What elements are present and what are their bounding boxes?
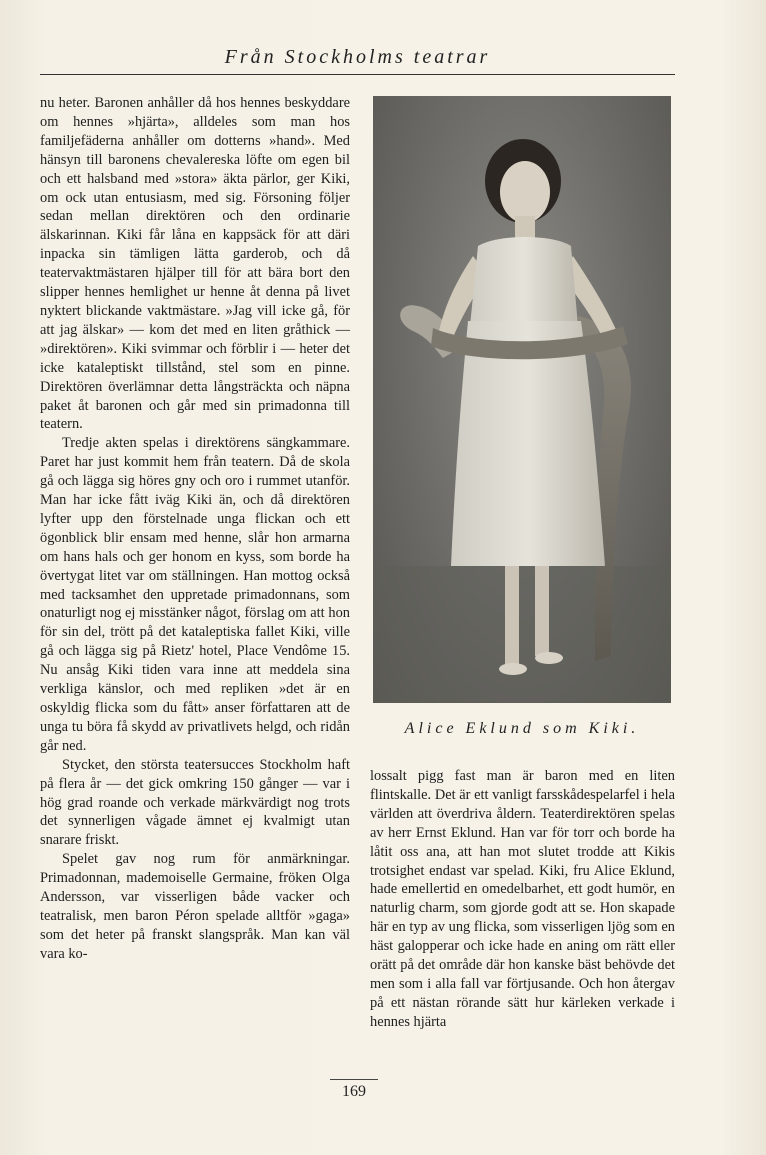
- right-text-column: [370, 767, 675, 1032]
- paragraph: Stycket, den största teatersucces Stockholm haft på flera år — det gick omkring 150 gånger — var i hög grad roande och verkade märkvärdigt nog trots det synnerligen vågade ämnet ej kvalmigt utan snarare friskt.: [40, 756, 350, 849]
- paragraph: lossalt pigg fast man är baron med en liten flintskalle. Det är ett vanligt farsskådespelarfel i hela världen att överdriva åldern. Teaterdirektören spelas av herr Ernst Eklund. Han var för torr och borde ha låtit oss ana, att han mot slutet trodde att Kikis trotsighet endast var spelad. Kiki, fru Alice Eklund, hade emellertid en omedelbarhet, ett godt humör, en naturlig charm, som gjorde godt att se. Hon skapade här en typ av ung flicka, som visserligen ljög som en häst galopperar och icke hade en aning om rätt eller orätt på det område där hon kanske bäst behövde det men som i alla fall var förtjusande. Och hon återgav på ett nästan rörande sätt hur kärleken verkade i hennes hjärta: [370, 768, 675, 1030]
- footer-rule: [330, 1079, 378, 1080]
- paragraph: Tredje akten spelas i direktörens sängkammare. Paret har just kommit hem från teatern. Då de skola gå och lägga sig höres gny och oro i rummet utanför. Man har icke fått iväg Kiki än, och då direktören lyfter upp den förstelnade unga flickan och ett ögonblick blir ensam med henne, slår hon armarna om hans hals och ger honom en kyss, som borde ha övertygat litet var om ställningen. Han mottog också med tacksamhet den uppretade primadonnans, som onaturligt nog ej misstänker något, förslag om att hon för sin del, trött på det kataleptiska fallet Kiki, ville gå och lägga sig på Rietz' hotel, Place Vendôme 15. Nu ansåg Kiki tiden vara inne att meddela sina verkliga känslor, och med repliken »det är en oskyldig flicka som du fått» anser författaren att de unga tu böra få skydd av privatlivets helgd, och ridån går ned.: [40, 435, 350, 754]
- photo-caption: Alice Eklund som Kiki.: [404, 720, 640, 737]
- paragraph: nu heter. Baronen anhåller då hos hennes beskyddare om hennes »hjärta», alldeles som man hos familjefäderna anhåller om dotterns »hand». Med hänsyn till baronens chevalereska löfte om egen bil och ett halsband med »stora» äkta pärlor, ger Kiki, om ock utan entusiasm, med sig. Försoning följer sedan mellan direktören och den ordinarie älskarinnan. Kiki får låna en kappsäck för att däri inpacka sin tämligen lätta garderob, och då teatervaktmästaren hjälper till för att bära bort den slipper hennes hemlighet ur henne åt denna på livet nyktert blickande vaktmästare. »Jag vill icke gå, för att jag älskar» — kom det med en liten gråthick — »direktören». Kiki svimmar och förblir i — heter det icke kataleptiskt tillstånd, stel som en pinne. Direktören överlämnar detta långsträckta och näpna paket åt baronen och går med sin primadonna till teatern.: [40, 95, 350, 433]
- left-text-column: [40, 94, 350, 964]
- paragraph: Spelet gav nog rum för anmärkningar. Primadonnan, mademoiselle Germaine, fröken Olga Andersson, var visserligen både vacker och teatralisk, men baron Péron spelade alltför »gaga» som det heter på franskt slangspråk. Man kan väl vara ko-: [40, 851, 350, 962]
- header-rule: [40, 74, 675, 75]
- page-number: 169: [342, 1083, 366, 1100]
- portrait-illustration: [373, 96, 671, 703]
- running-header: Från Stockholms teatrar: [224, 46, 491, 68]
- portrait-photo: [373, 96, 671, 703]
